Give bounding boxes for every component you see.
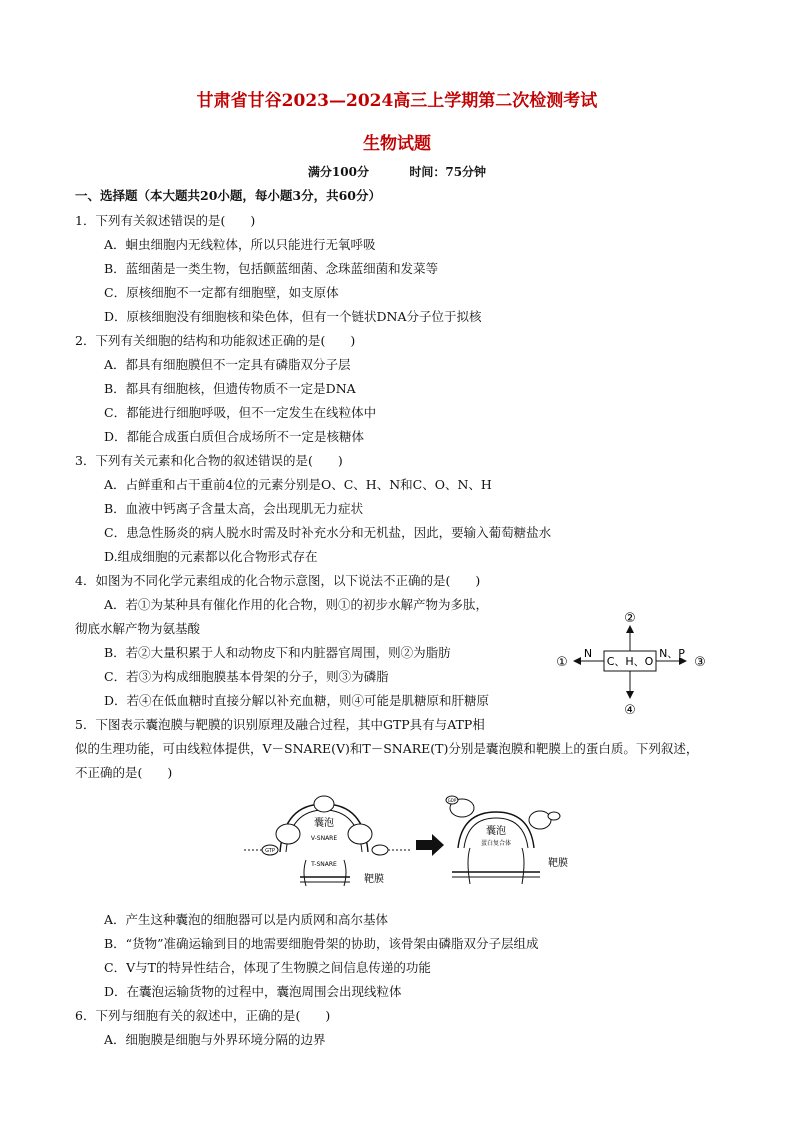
page-subtitle: 生物试题 bbox=[363, 134, 431, 154]
vesicle-label-after: 囊泡 bbox=[486, 826, 506, 837]
question-2-stem: 2．下列有关细胞的结构和功能叙述正确的是( ) bbox=[75, 333, 356, 348]
center-elements: C、H、O bbox=[606, 655, 654, 668]
question-4-option-a: A．若①为某种具有催化作用的化合物，则①的初步水解产物为多肽， bbox=[104, 597, 489, 612]
question-5-stem-line3: 不正确的是( ) bbox=[75, 765, 173, 780]
question-6-stem: 6．下列与细胞有关的叙述中，正确的是( ) bbox=[75, 1008, 331, 1023]
gdp-label: GDP bbox=[447, 798, 457, 803]
t-snare-label: T-SNARE bbox=[311, 861, 337, 868]
score-info: 满分100分 bbox=[307, 165, 369, 179]
time-info: 时间：75分钟 bbox=[409, 165, 487, 179]
page-title: 甘肃省甘谷2023—2024高三上学期第二次检测考试 bbox=[196, 91, 598, 111]
target-membrane-label: 靶膜 bbox=[364, 874, 384, 885]
question-3-option-d: D.组成细胞的元素都以化合物形式存在 bbox=[104, 549, 318, 564]
question-5-option-a: A．产生这种囊泡的细胞器可以是内质网和高尔基体 bbox=[104, 912, 389, 927]
vesicle-label: 囊泡 bbox=[314, 818, 334, 829]
left-arrow-label: N bbox=[583, 647, 593, 660]
question-1-option-c: C．原核细胞不一定都有细胞壁，如支原体 bbox=[104, 285, 339, 300]
question-5-option-c: C．V与T的特异性结合，体现了生物膜之间信息传递的功能 bbox=[104, 960, 431, 975]
element-compound-diagram bbox=[548, 606, 718, 726]
question-4-option-b: B．若②大量积累于人和动物皮下和内脏器官周围，则②为脂肪 bbox=[104, 645, 451, 660]
question-3-option-b: B．血液中钙离子含量太高，会出现肌无力症状 bbox=[104, 501, 364, 516]
gtp-label: GTP bbox=[265, 848, 275, 854]
question-5-option-b: B．“货物”准确运输到目的地需要细胞骨架的协助，该骨架由磷脂双分子层组成 bbox=[104, 936, 539, 951]
question-4-option-c: C．若③为构成细胞膜基本骨架的分子，则③为磷脂 bbox=[104, 669, 389, 684]
compound-4-label: ④ bbox=[624, 703, 636, 718]
question-1-option-d: D．原核细胞没有细胞核和染色体，但有一个链状DNA分子位于拟核 bbox=[104, 309, 482, 324]
question-4-option-a-cont: 彻底水解产物为氨基酸 bbox=[75, 621, 201, 636]
question-5-stem-line1: 5．下图表示囊泡膜与靶膜的识别原理及融合过程，其中GTP具有与ATP相 bbox=[75, 717, 485, 732]
question-2-option-b: B．都具有细胞核，但遗传物质不一定是DNA bbox=[104, 381, 356, 396]
question-1-stem: 1．下列有关叙述错误的是( ) bbox=[75, 213, 256, 228]
process-arrow bbox=[416, 834, 444, 856]
question-2-option-a: A．都具有细胞膜但不一定具有磷脂双分子层 bbox=[104, 357, 351, 372]
question-3-option-a: A．占鲜重和占干重前4位的元素分别是O、C、H、N和C、O、N、H bbox=[104, 477, 492, 492]
question-3-stem: 3．下列有关元素和化合物的叙述错误的是( ) bbox=[75, 453, 343, 468]
question-3-option-c: C．患急性肠炎的病人脱水时需及时补充水分和无机盐，因此，要输入葡萄糖盐水 bbox=[104, 525, 552, 540]
question-1-option-b: B．蓝细菌是一类生物，包括颤蓝细菌、念珠蓝细菌和发菜等 bbox=[104, 261, 439, 276]
exam-meta bbox=[0, 163, 794, 180]
question-4-stem: 4．如图为不同化学元素组成的化合物示意图，以下说法不正确的是( ) bbox=[75, 573, 481, 588]
vesicle-fusion-diagram bbox=[240, 790, 580, 895]
v-snare-label: V-SNARE bbox=[310, 835, 338, 842]
question-2-option-d: D．都能合成蛋白质但合成场所不一定是核糖体 bbox=[104, 429, 365, 444]
question-2-option-c: C．都能进行细胞呼吸，但不一定发生在线粒体中 bbox=[104, 405, 377, 420]
right-arrow-label: N、P bbox=[659, 647, 685, 660]
compound-3-label: ③ bbox=[694, 655, 706, 670]
compound-1-label: ① bbox=[556, 655, 568, 670]
target-membrane-label-after: 靶膜 bbox=[548, 858, 568, 869]
question-4-option-d: D．若④在低血糖时直接分解以补充血糖，则④可能是肌糖原和肝糖原 bbox=[104, 693, 490, 708]
question-1-option-a: A．蛔虫细胞内无线粒体，所以只能进行无氧呼吸 bbox=[104, 237, 376, 252]
compound-2-label: ② bbox=[624, 611, 636, 626]
question-5-stem-line2: 似的生理功能，可由线粒体提供，V－SNARE(V)和T－SNARE(T)分别是囊泡膜和靶膜上的蛋白质。下列叙述， bbox=[75, 741, 699, 756]
question-6-option-a: A．细胞膜是细胞与外界环境分隔的边界 bbox=[104, 1032, 326, 1047]
protein-complex-label: 蛋白复合体 bbox=[480, 840, 512, 847]
question-5-option-d: D．在囊泡运输货物的过程中，囊泡周围会出现线粒体 bbox=[104, 984, 402, 999]
section-heading: 一、选择题（本大题共20小题，每小题3分，共60分） bbox=[75, 188, 381, 203]
